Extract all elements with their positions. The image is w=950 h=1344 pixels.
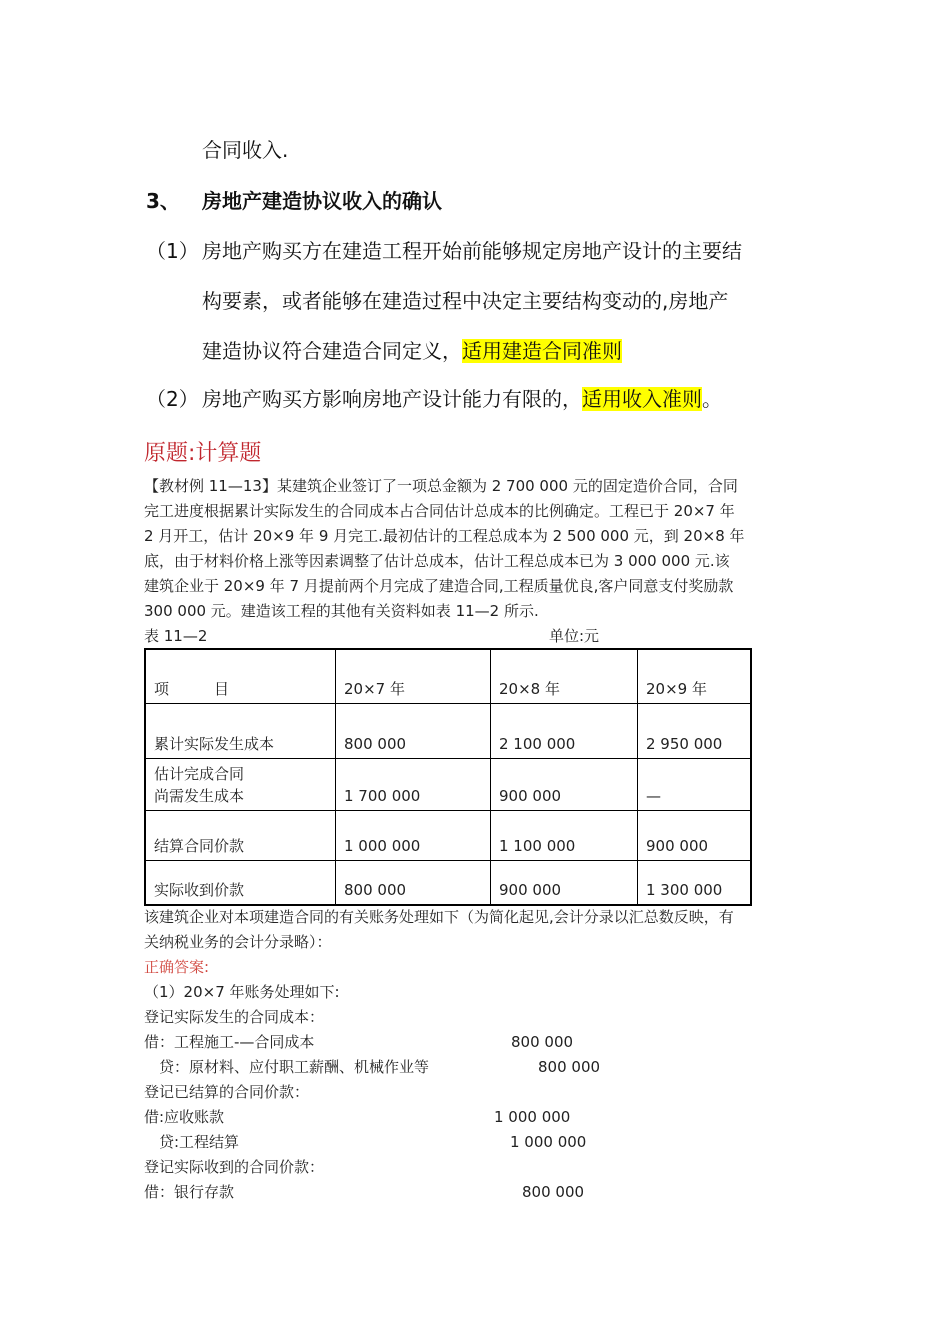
problem-line-2: 完工进度根据累计实际发生的合同成本占合同估计总成本的比例确定。工程已于 20×7 年 <box>144 502 735 520</box>
cell-value: 1 300 000 <box>638 860 752 905</box>
item-1-line-1: 房地产购买方在建造工程开始前能够规定房地产设计的主要结 <box>202 239 742 263</box>
row-label: 实际收到价款 <box>145 860 336 905</box>
entry-credit: 贷：原材料、应付职工薪酬、机械作业等 <box>144 1058 430 1076</box>
item-2-end: 。 <box>702 387 722 411</box>
item-1-line-2: 构要素，或者能够在建造过程中决定主要结构变动的,房地产 <box>202 289 729 313</box>
table-row <box>145 758 751 810</box>
cell-value: 900 000 <box>491 860 638 905</box>
item-1-number: （1） <box>146 239 199 263</box>
entry-description: 登记实际收到的合同价款： <box>144 1158 325 1176</box>
entry-amount: 800 000 <box>522 1183 585 1201</box>
entry-credit: 贷:工程结算 <box>144 1133 240 1151</box>
highlight-construction-standard: 适用建造合同准则 <box>462 339 622 363</box>
header-year-3: 20×9 年 <box>638 649 752 703</box>
entry-amount: 800 000 <box>538 1058 601 1076</box>
entry-debit: 借：工程施工-—合同成本 <box>144 1033 315 1051</box>
entry-amount: 1 000 000 <box>494 1108 571 1126</box>
cell-value: 900 000 <box>491 758 638 810</box>
cell-value: — <box>638 758 752 810</box>
item-2-line <box>202 387 722 411</box>
answer-subheading: （1）20×7 年账务处理如下: <box>144 983 340 1001</box>
explanation-line-1: 该建筑企业对本项建造合同的有关账务处理如下（为简化起见,会计分录以汇总数反映，有 <box>144 908 734 926</box>
cell-value: 800 000 <box>336 860 491 905</box>
table-row <box>145 703 751 758</box>
item-2-number: （2） <box>146 387 199 411</box>
table-label: 表 11—2 <box>144 627 208 645</box>
section-heading: 房地产建造协议收入的确认 <box>202 189 442 213</box>
cell-value: 1 700 000 <box>336 758 491 810</box>
problem-line-4: 底，由于材料价格上涨等因素调整了估计总成本，估计工程总成本已为 3 000 000 元.该 <box>144 552 730 570</box>
table-header-row <box>145 649 751 703</box>
entry-amount: 800 000 <box>511 1033 574 1051</box>
item-1-line-3 <box>202 339 622 363</box>
heading-number: 3、 <box>146 189 180 213</box>
row-label-line-2: 尚需发生成本 <box>154 786 245 805</box>
problem-line-5: 建筑企业于 20×9 年 7 月提前两个月完成了建造合同,工程质量优良,客户同意支付奖励款 <box>144 577 734 595</box>
table-row <box>145 860 751 905</box>
correct-answer-label: 正确答案: <box>144 958 210 976</box>
header-year-1: 20×7 年 <box>336 649 491 703</box>
explanation-line-2: 关纳税业务的会计分录略）： <box>144 933 332 951</box>
problem-line-1: 【教材例 11—13】某建筑企业签订了一项总金额为 2 700 000 元的固定造价合同，合同 <box>144 477 738 495</box>
header-item: 项 目 <box>145 649 336 703</box>
cell-value: 900 000 <box>638 810 752 860</box>
header-year-2: 20×8 年 <box>491 649 638 703</box>
entry-description: 登记已结算的合同价款： <box>144 1083 310 1101</box>
cell-value: 2 950 000 <box>638 703 752 758</box>
problem-line-3: 2 月开工，估计 20×9 年 9 月完工.最初估计的工程总成本为 2 500 000 元，到 20×8 年 <box>144 527 745 545</box>
table-row <box>145 810 751 860</box>
row-label: 累计实际发生成本 <box>145 703 336 758</box>
highlight-revenue-standard: 适用收入准则 <box>582 387 702 411</box>
row-label <box>145 758 336 810</box>
unit-label: 单位:元 <box>549 627 600 645</box>
cost-table <box>144 648 752 906</box>
entry-amount: 1 000 000 <box>510 1133 587 1151</box>
cell-value: 1 000 000 <box>336 810 491 860</box>
entry-debit: 借：银行存款 <box>144 1183 235 1201</box>
entry-debit: 借:应收账款 <box>144 1108 225 1126</box>
row-label: 结算合同价款 <box>145 810 336 860</box>
row-label-line-1: 估计完成合同 <box>154 764 245 783</box>
item-2-text: 房地产购买方影响房地产设计能力有限的， <box>202 387 582 411</box>
continued-text: 合同收入. <box>202 138 289 162</box>
original-question-title: 原题:计算题 <box>144 441 262 466</box>
cell-value: 2 100 000 <box>491 703 638 758</box>
cell-value: 1 100 000 <box>491 810 638 860</box>
entry-description: 登记实际发生的合同成本： <box>144 1008 325 1026</box>
cell-value: 800 000 <box>336 703 491 758</box>
item-1-line-3-text: 建造协议符合建造合同定义， <box>202 339 462 363</box>
problem-line-6: 300 000 元。建造该工程的其他有关资料如表 11—2 所示. <box>144 602 539 620</box>
